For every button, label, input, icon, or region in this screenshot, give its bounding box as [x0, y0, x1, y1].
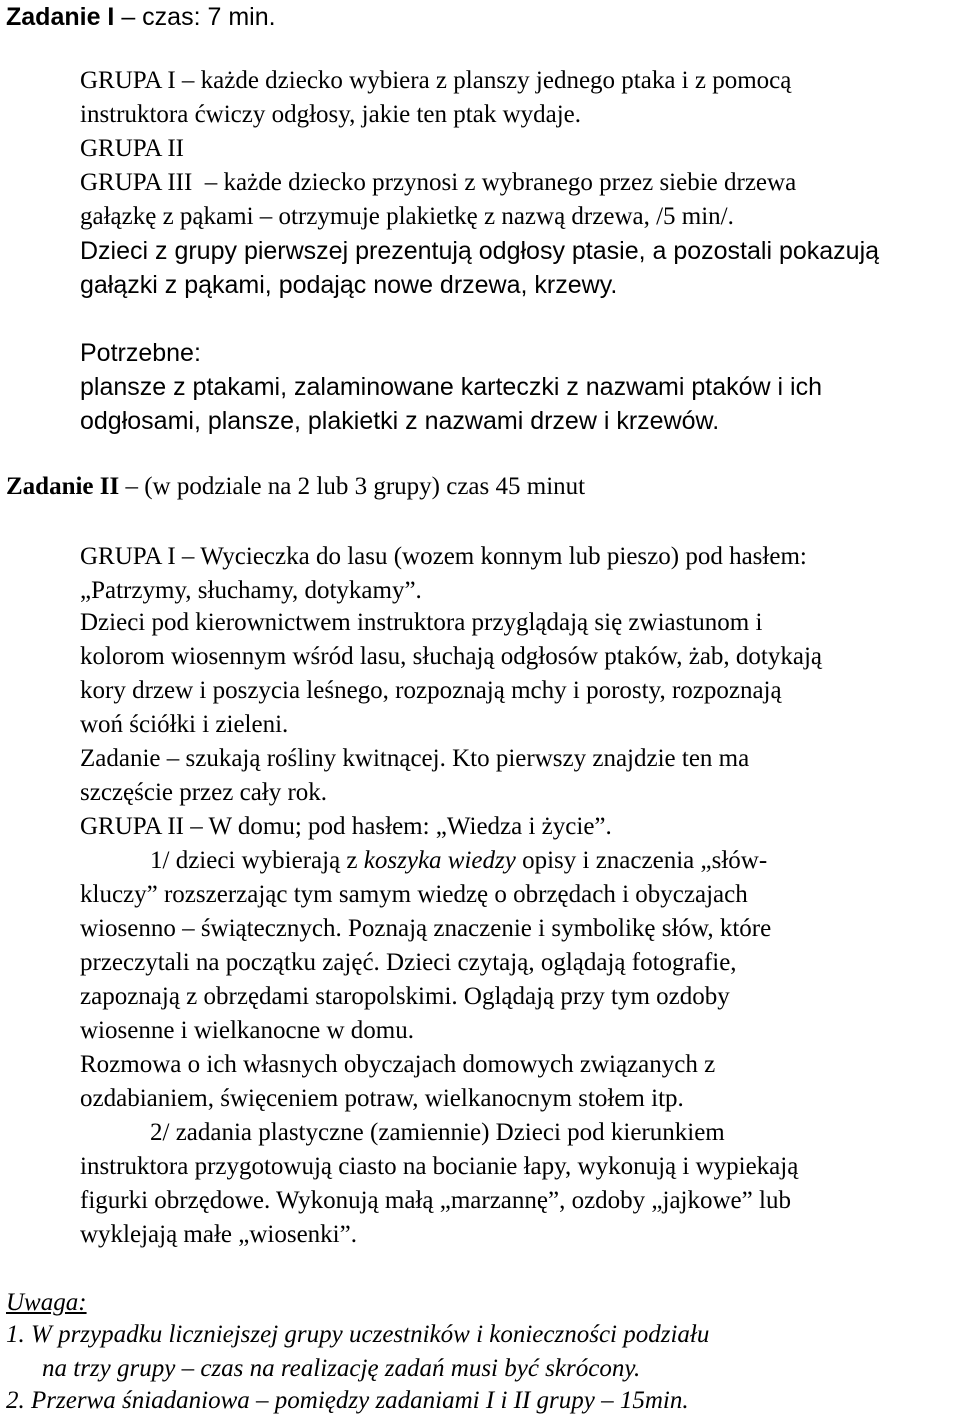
- activity-1-post: opisy i znaczenia „słów-: [515, 847, 768, 874]
- task-1-group-2: GRUPA II: [80, 135, 184, 162]
- task-2-forest-line-4: woń ściółki i zieleni.: [80, 711, 289, 738]
- task-2-activity-1-line-8: ozdabianiem, święceniem potraw, wielkanocnym stołem itp.: [80, 1085, 684, 1112]
- task-2-label: Zadanie II: [6, 473, 120, 500]
- task-2-heading: [6, 470, 585, 504]
- note-1-line-1: [6, 1318, 709, 1352]
- task-1-label: Zadanie I: [6, 3, 115, 31]
- note-2-text: 2. Przerwa śniadaniowa – pomiędzy zadaniami I i II grupy – 15min.: [6, 1387, 689, 1414]
- task-1-group-3-line-1: GRUPA III – każde dziecko przynosi z wybranego przez siebie drzewa: [80, 169, 797, 196]
- activity-1-pre: 1/ dzieci wybierają z: [150, 847, 364, 874]
- task-1-needs-line-2: odgłosami, plansze, plakietki z nazwami drzew i krzewów.: [80, 407, 720, 435]
- note-2: [6, 1384, 689, 1418]
- task-1-presentation-line-1: Dzieci z grupy pierwszej prezentują odgłosy ptasie, a pozostali pokazują: [80, 237, 880, 265]
- task-2-activity-1-line-4: przeczytali na początku zajęć. Dzieci czytają, oglądają fotografie,: [80, 949, 737, 976]
- note-title: Uwaga:: [6, 1289, 87, 1316]
- activity-1-emphasis: koszyka wiedzy: [363, 847, 516, 874]
- task-2-activity-1-line-7: Rozmowa o ich własnych obyczajach domowych związanych z: [80, 1051, 716, 1078]
- task-2-forest-line-6: szczęście przez cały rok.: [80, 779, 328, 806]
- note-1-line-2-text: na trzy grupy – czas na realizację zadań musi być skrócony.: [42, 1355, 641, 1382]
- task-2-group-2: GRUPA II – W domu; pod hasłem: „Wiedza i życie”.: [80, 813, 612, 840]
- note-1-line-1-text: 1. W przypadku liczniejszej grupy uczestników i konieczności podziału: [6, 1321, 710, 1348]
- task-2-activity-1-line-3: wiosenno – świątecznych. Poznają znaczenie i symbolikę słów, które: [80, 915, 772, 942]
- task-1-group-1-line-2: instruktora ćwiczy odgłosy, jakie ten ptak wydaje.: [80, 101, 582, 128]
- task-2-activity-1-line-1: [150, 844, 767, 878]
- task-1-group-3-line-2: gałązkę z pąkami – otrzymuje plakietkę z nazwą drzewa, /5 min/.: [80, 203, 734, 230]
- task-1-time: – czas: 7 min.: [114, 3, 276, 31]
- task-2-activity-2-line-2: instruktora przygotowują ciasto na bocianie łapy, wykonują i wypiekają: [80, 1153, 799, 1180]
- task-2-activity-2-line-3: figurki obrzędowe. Wykonują małą „marzannę”, ozdoby „jajkowe” lub: [80, 1187, 791, 1214]
- task-1-group-1-line-1: GRUPA I – każde dziecko wybiera z planszy jednego ptaka i z pomocą: [80, 67, 792, 94]
- task-2-forest-line-2: kolorom wiosennym wśród lasu, słuchają odgłosów ptaków, żab, dotykają: [80, 643, 823, 670]
- note-1-line-2: [42, 1352, 640, 1386]
- task-2-forest-line-5: Zadanie – szukają rośliny kwitnącej. Kto pierwszy znajdzie ten ma: [80, 745, 750, 772]
- note-heading: [6, 1286, 87, 1320]
- task-1-heading: [6, 0, 276, 34]
- task-2-activity-1-line-6: wiosenne i wielkanocne w domu.: [80, 1017, 414, 1044]
- task-1-needs-line-1: plansze z ptakami, zalaminowane karteczki z nazwami ptaków i ich: [80, 373, 822, 401]
- task-2-details: – (w podziale na 2 lub 3 grupy) czas 45 minut: [119, 473, 586, 500]
- task-2-group-1-line-1: GRUPA I – Wycieczka do lasu (wozem konnym lub pieszo) pod hasłem:: [80, 543, 807, 570]
- task-2-activity-1-line-5: zapoznają z obrzędami staropolskimi. Oglądają przy tym ozdoby: [80, 983, 730, 1010]
- task-2-group-1-line-2: „Patrzymy, słuchamy, dotykamy”.: [80, 577, 422, 604]
- task-2-activity-2-line-1: 2/ zadania plastyczne (zamiennie) Dzieci pod kierunkiem: [150, 1119, 725, 1146]
- task-1-needs-label: Potrzebne:: [80, 339, 201, 367]
- task-2-forest-line-3: kory drzew i poszycia leśnego, rozpoznają mchy i porosty, rozpoznają: [80, 677, 782, 704]
- task-1-presentation-line-2: gałązki z pąkami, podając nowe drzewa, krzewy.: [80, 271, 618, 299]
- task-2-forest-line-1: Dzieci pod kierownictwem instruktora przyglądają się zwiastunom i: [80, 609, 763, 636]
- task-2-activity-2-line-4: wyklejają małe „wiosenki”.: [80, 1221, 357, 1248]
- task-2-activity-1-line-2: kluczy” rozszerzając tym samym wiedzę o obrzędach i obyczajach: [80, 881, 748, 908]
